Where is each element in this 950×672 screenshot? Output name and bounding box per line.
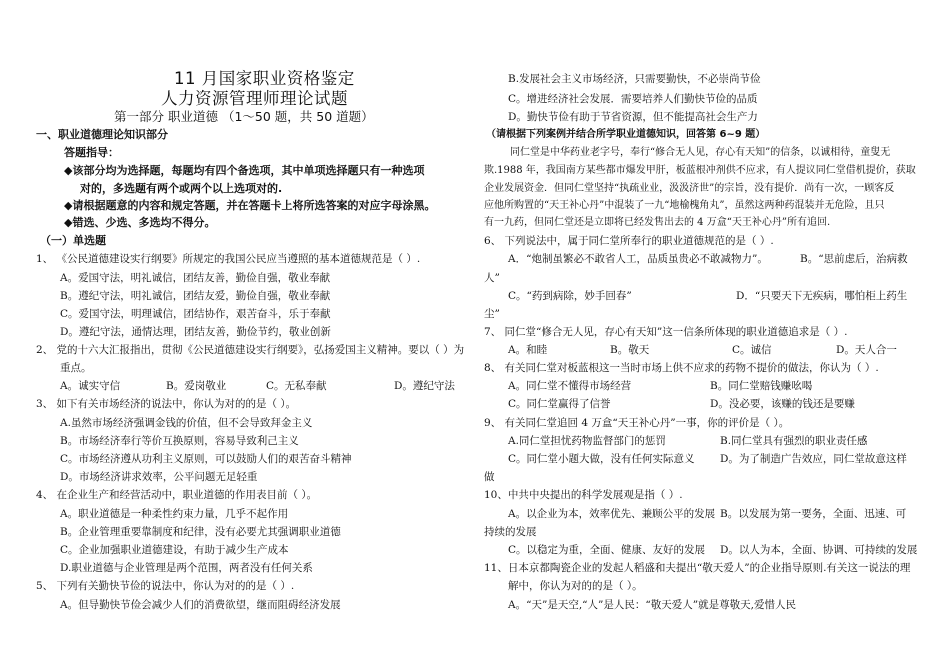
part-heading: 第一部分 职业道德 （1～50 题，共 50 道题） — [114, 109, 374, 124]
option-9d-cont: 做 — [484, 471, 495, 483]
guide-label: 答题指导： — [64, 146, 119, 159]
question-11-cont: 解中，你认为对的的是（ ）。 — [508, 580, 643, 592]
title-line-1: 11 月国家职业资格鉴定 — [174, 69, 355, 88]
option-2a: A。诚实守信 — [60, 380, 121, 392]
option-3a: A.虽然市场经济强调金钱的价值，但不会导致拜金主义 — [60, 417, 313, 429]
option-3b: B。市场经济奉行等价互换原则，容易导致利己主义 — [60, 435, 299, 447]
option-2c: C。无私奉献 — [266, 380, 327, 392]
option-4c: C。企业加强职业道德建设，有助于减少生产成本 — [60, 544, 289, 556]
option-5d: D。勤快节俭有助于节省资源，但不能提高社会生产力 — [508, 111, 758, 123]
option-10d: D。以人为本，全面、协调、可持续的发展 — [720, 544, 918, 556]
option-7d: D。天人合一 — [836, 344, 897, 356]
option-1a: A。爱国守法，明礼诚信，团结友善，勤俭自强，敬业奉献 — [60, 272, 331, 284]
option-10b-cont: 持续的发展 — [484, 526, 537, 538]
option-6a: A．“炮制虽繁必不敢省人工，品质虽贵必不敢减物力”。 — [508, 253, 768, 265]
option-8b: B。同仁堂赔钱赚吆喝 — [710, 380, 813, 392]
case-para-4: 应他所购置的“天王补心丹”中混装了一九“地榆槐角丸”，虽然这两种药混装并无危险，且只 — [484, 200, 885, 211]
question-8: 8、 有关同仁堂对板蓝根这一当时市场上供不应求的药物不提价的做法，你认为（ ）. — [484, 362, 879, 374]
option-9d: D。为了制造广告效应，同仁堂故意这样 — [720, 453, 907, 465]
case-para-2: 欺.1988 年，我国南方某些都市爆发甲肝，板蓝根冲剂供不应求，有人提议同仁堂借机提价，获取 — [484, 165, 916, 176]
option-7b: B。敬天 — [610, 344, 650, 356]
option-4a: A。职业道德是一种柔性约束力量，几乎不起作用 — [60, 508, 289, 520]
option-6b: B。“思前虑后，治病救 — [800, 253, 908, 265]
option-5c: C。增进经济社会发展．需要培养人们勤快节俭的品质 — [508, 93, 758, 105]
question-10: 10、中共中央提出的科学发展观是指（ ）. — [484, 489, 683, 501]
option-10c: C。以稳定为重，全面、健康、友好的发展 — [508, 544, 706, 556]
question-4: 4、 在企业生产和经营活动中，职业道德的作用表目前（ ）。 — [36, 489, 318, 501]
question-1: 1、 《公民道德建设实行纲要》所规定的我国公民应当遵照的基本道德规范是（ ）. — [36, 253, 421, 265]
option-1c: C。爱国守法，明理诚信，团结协作，艰苦奋斗，乐于奉献 — [60, 308, 331, 320]
question-5: 5、 下列有关勤快节俭的说法中，你认为对的的是（ ）. — [36, 580, 295, 592]
option-9c: C。同仁堂小题大做，没有任何实际意义 — [508, 453, 695, 465]
question-11: 11、日本京都陶瓷企业的发起人稻盛和夫提出“敬天爱人”的企业指导原则.有关这一说法的理 — [484, 562, 911, 574]
question-3: 3、 如下有关市场经济的说法中，你认为对的的是（ ）。 — [36, 398, 297, 410]
option-4b: B。企业管理重要靠制度和纪律，没有必要尤其强调职业道德 — [60, 526, 341, 538]
option-6d-cont: 尘” — [484, 308, 500, 320]
option-8a: A。同仁堂不懂得市场经营 — [508, 380, 632, 392]
option-5a: A。但导勤快节俭会减少人们的消费欲望，继而阻碍经济发展 — [60, 599, 341, 611]
option-1b: B。遵纪守法，明礼诚信，团结友爱，勤俭自强，敬业奉献 — [60, 290, 331, 302]
option-11a: A。“天”是天空,“人”是人民：“敬天爱人”就是尊敬天,爱惜人民 — [508, 599, 796, 611]
case-para-3: 企业发展资金．但同仁堂坚持“执疏业业，汲汲济世”的宗旨，没有提价．尚有一次，一顾客反 — [484, 183, 895, 194]
question-2: 2、 党的十六大汇报指出，贯彻《公民道德建设实行纲要》，弘扬爱国主义精神。要以（ ）为 — [36, 344, 465, 356]
option-2d: D。遵纪守法 — [394, 380, 455, 392]
option-3d: D。市场经济讲求效率，公平问题无足轻重 — [60, 471, 258, 483]
option-9a: A.同仁堂担忧药物监督部门的惩罚 — [508, 435, 666, 447]
option-7a: A。和睦 — [508, 344, 548, 356]
case-para-5: 有一九药，但同仁堂还是立即将已经发售出去的 4 万盒“天王补心丹”所有追回. — [484, 217, 831, 228]
single-choice-heading: （一）单选题 — [40, 234, 106, 247]
option-6c: C。“药到病除，妙手回春” — [508, 290, 632, 302]
guide-item-2: ◆请根据题意的内容和规定答题，并在答题卡上将所选答案的对应字母涂黑。 — [64, 199, 436, 212]
option-2b: B。爱岗敬业 — [166, 380, 227, 392]
question-7: 7、 同仁堂“修合无人见，存心有天知”这一信条所体现的职业道德追求是（ ）. — [484, 326, 848, 338]
section-heading: 一、职业道德理论知识部分 — [36, 128, 168, 141]
option-9b: B.同仁堂具有强烈的职业责任感 — [720, 435, 868, 447]
question-2-cont: 重点。 — [60, 362, 92, 374]
option-8d: D。没必要，该赚的钱还是要赚 — [710, 398, 855, 410]
question-9: 9、 有关同仁堂追回 4 万盒“天王补心丹”一事，你的评价是（ ）。 — [484, 417, 790, 429]
option-1d: D。遵纪守法，通情达理，团结友善，勤俭节约，敬业创新 — [60, 326, 331, 338]
option-5b: B.发展社会主义市场经济，只需要勤快，不必崇尚节俭 — [508, 73, 761, 85]
option-4d: D.职业道德与企业管理是两个范围，两者没有任何关系 — [60, 562, 313, 574]
guide-item-3: ◆错选、少选、多选均不得分。 — [64, 216, 216, 229]
option-6d: D．“只要天下无疾病，哪怕柜上药生 — [736, 290, 908, 302]
guide-item-1-cont: 对的，多选题有两个或两个以上选项对的. — [80, 182, 283, 195]
title-line-2: 人力资源管理师理论试题 — [161, 89, 348, 108]
case-instruction: （请根据下列案例并结合所学职业道德知识，回答第 6~9 题） — [486, 129, 766, 140]
guide-item-1: ◆该部分均为选择题，每题均有四个备选项，其中单项选择题只有一种选项 — [64, 164, 425, 177]
option-10a: A。以企业为本，效率优先、兼顾公平的发展 — [508, 508, 716, 520]
question-6: 6、 下列说法中，属于同仁堂所奉行的职业道德规范的是（ ）. — [484, 235, 774, 247]
option-10b: B。以发展为第一要务，全面、迅速、可 — [720, 508, 907, 520]
option-7c: C。诚信 — [732, 344, 772, 356]
case-para-1: 同仁堂是中华药业老字号，奉行“修合无人见，存心有天知”的信条，以诚相待，童叟无 — [510, 147, 891, 158]
option-6b-cont: 人” — [484, 272, 500, 284]
option-8c: C。同仁堂赢得了信誉 — [508, 398, 611, 410]
option-3c: C。市场经济遵从功利主义原则，可以鼓励人们的艰苦奋斗精神 — [60, 453, 352, 465]
